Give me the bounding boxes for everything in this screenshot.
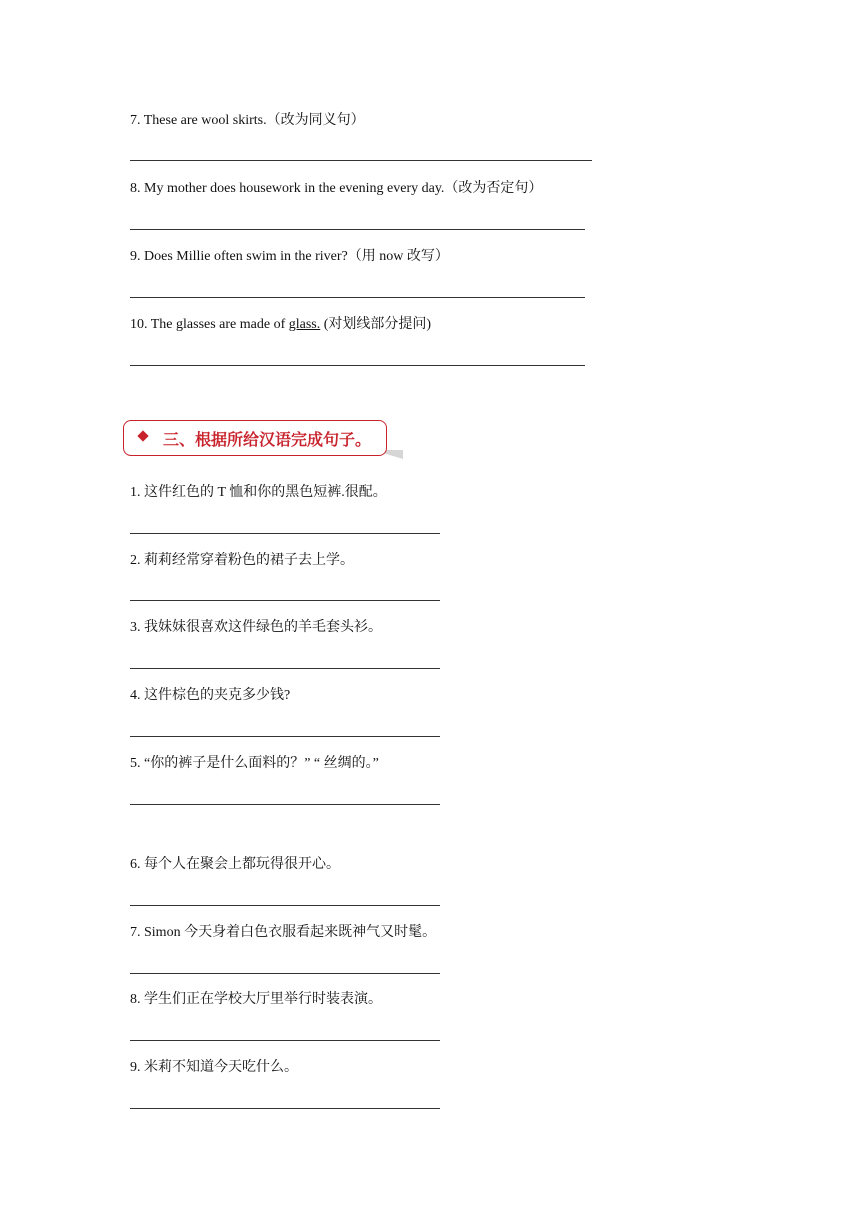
translation-2-text: 2. 莉莉经常穿着粉色的裙子去上学。: [130, 553, 354, 568]
translation-answer-line-6[interactable]: [130, 905, 440, 906]
answer-line-10[interactable]: [130, 365, 585, 366]
translation-9-text: 9. 米莉不知道今天吃什么。: [130, 1060, 298, 1075]
section-three-banner: [123, 420, 391, 459]
answer-line-7[interactable]: [130, 160, 592, 161]
translation-answer-line-3[interactable]: [130, 668, 440, 669]
translation-answer-line-7[interactable]: [130, 973, 440, 974]
question-10-prefix: 10. The glasses are made of: [130, 317, 289, 332]
translation-answer-line-1[interactable]: [130, 533, 440, 534]
translation-6-text: 6. 每个人在聚会上都玩得很开心。: [130, 857, 340, 872]
translation-answer-line-4[interactable]: [130, 736, 440, 737]
question-7-text: 7. These are wool skirts.（改为同义句）: [130, 113, 365, 128]
translation-3-text: 3. 我妹妹很喜欢这件绿色的羊毛套头衫。: [130, 620, 382, 635]
question-10-text: [130, 316, 431, 334]
translation-answer-line-5[interactable]: [130, 804, 440, 805]
answer-line-8[interactable]: [130, 229, 585, 230]
translation-1-text: 1. 这件红色的 T 恤和你的黑色短裤.很配。: [130, 485, 387, 500]
question-10-underlined-word: glass.: [288, 317, 321, 332]
section-three-heading: 三、根据所给汉语完成句子。: [163, 430, 372, 449]
answer-line-9[interactable]: [130, 297, 585, 298]
translation-answer-line-2[interactable]: [130, 600, 440, 601]
translation-5-text: 5. “你的裤子是什么面料的？” “ 丝绸的。”: [130, 756, 379, 771]
question-10-suffix: (对划线部分提问): [320, 317, 432, 332]
translation-7-text: 7. Simon 今天身着白色衣服看起来既神气又时髦。: [130, 925, 437, 940]
translation-answer-line-9[interactable]: [130, 1108, 440, 1109]
translation-answer-line-8[interactable]: [130, 1040, 440, 1041]
question-8-text: 8. My mother does housework in the evening every day.（改为否定句）: [130, 181, 543, 196]
translation-8-text: 8. 学生们正在学校大厅里举行时装表演。: [130, 992, 382, 1007]
question-9-text: 9. Does Millie often swim in the river?（用 now 改写）: [130, 249, 449, 264]
translation-4-text: 4. 这件棕色的夹克多少钱?: [130, 688, 291, 703]
